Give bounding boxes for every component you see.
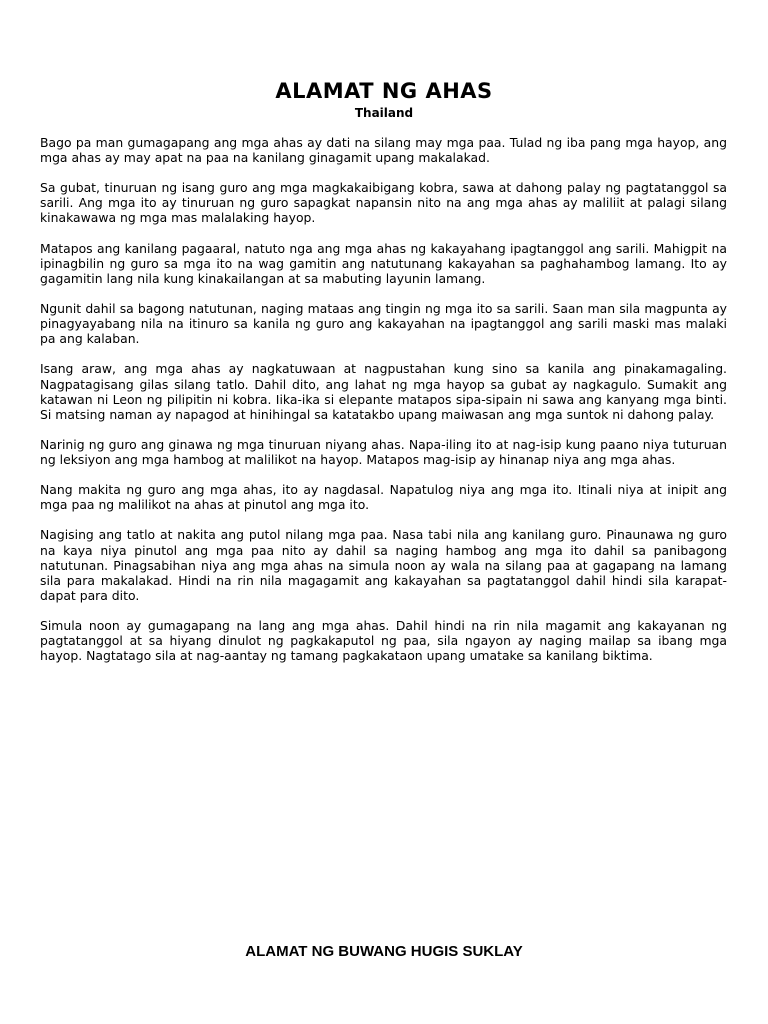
story-title: ALAMAT NG AHAS	[275, 79, 493, 103]
story-paragraph: Nang makita ng guro ang mga ahas, ito ay nagdasal. Napatulog niya ang mga ito. Itinali niya at inipit ang mga paa ng malilikot na ahas at pinutol ang mga ito.	[40, 482, 727, 513]
story-paragraph: Matapos ang kanilang pagaaral, natuto nga ang mga ahas ng kakayahang ipagtanggol ang sarili. Mahigpit na ipinagbilin ng guro sa mga ito na wag gamitin ang natutunang kakayahan sa paghahambog lamang. Ito ay gagamitin lang nila kung kinakailangan at sa mabuting layunin lamang.	[40, 240, 727, 286]
story-paragraph: Sa gubat, tinuruan ng isang guro ang mga magkakaibigang kobra, sawa at dahong palay ng pagtatanggol sa sarili. Ang mga ito ay tinuruan ng guro sapagkat napansin nito na ang mga ahas ay maliliit at palagi silang kinakawawa ng mga mas malalaking hayop.	[40, 180, 727, 226]
story-paragraph: Bago pa man gumagapang ang mga ahas ay dati na silang may mga paa. Tulad ng iba pang mga hayop, ang mga ahas ay may apat na paa na kanilang ginagamit upang makalakad.	[40, 135, 727, 166]
story-body	[40, 135, 727, 678]
story-paragraph: Simula noon ay gumagapang na lang ang mga ahas. Dahil hindi na rin nila magamit ang kakayanan ng pagtatanggol at sa hiyang dinulot ng pagkakaputol ng paa, sila ngayon ay naging mailap sa ibang mga hayop. Nagtatago sila at nag-aantay ng tamang pagkakataon upang umatake sa kanilang biktima.	[40, 618, 727, 664]
story-paragraph: Ngunit dahil sa bagong natutunan, naging mataas ang tingin ng mga ito sa sarili. Saan man sila magpunta ay pinagyayabang nila na itinuro sa kanila ng guro ang kakayahan na ipagtanggol ang sarili maski mas malaki pa ang kalaban.	[40, 301, 727, 347]
story-paragraph: Narinig ng guro ang ginawa ng mga tinuruan niyang ahas. Napa-iling ito at nag-isip kung paano niya tuturuan ng leksiyon ang mga hambog at malilikot na hayop. Matapos mag-isip ay hinanap niya ang mga ahas.	[40, 436, 727, 467]
story-origin: Thailand	[354, 106, 414, 120]
story-paragraph: Isang araw, ang mga ahas ay nagkatuwaan at nagpustahan kung sino sa kanila ang pinakamagaling. Nagpatagisang gilas silang tatlo. Dahil dito, ang lahat ng mga hayop sa gubat ay nagkagulo. Sumakit ang katawan ni Leon ng pilipitin ni kobra. Iika-ika si elepante matapos sipa-sipain ni sawa ang kanyang mga binti. Si matsing naman ay napagod at hinihingal sa katatakbo upang maiwasan ang mga suntok ni dahong palay.	[40, 361, 727, 422]
next-story-title: ALAMAT NG BUWANG HUGIS SUKLAY	[245, 943, 523, 960]
story-paragraph: Nagising ang tatlo at nakita ang putol nilang mga paa. Nasa tabi nila ang kanilang guro. Pinaunawa ng guro na kaya niya pinutol ang mga paa nito ay dahil sa naging hambog ang mga ito dahil sa panibagong natutunan. Pinagsabihan niya ang mga ahas na simula noon ay wala na silang paa at gagapang na lamang sila para makalakad. Hindi na rin nila magagamit ang kakayahan sa pagtatanggol dahil hindi sila karapat-dapat para dito.	[40, 527, 727, 603]
